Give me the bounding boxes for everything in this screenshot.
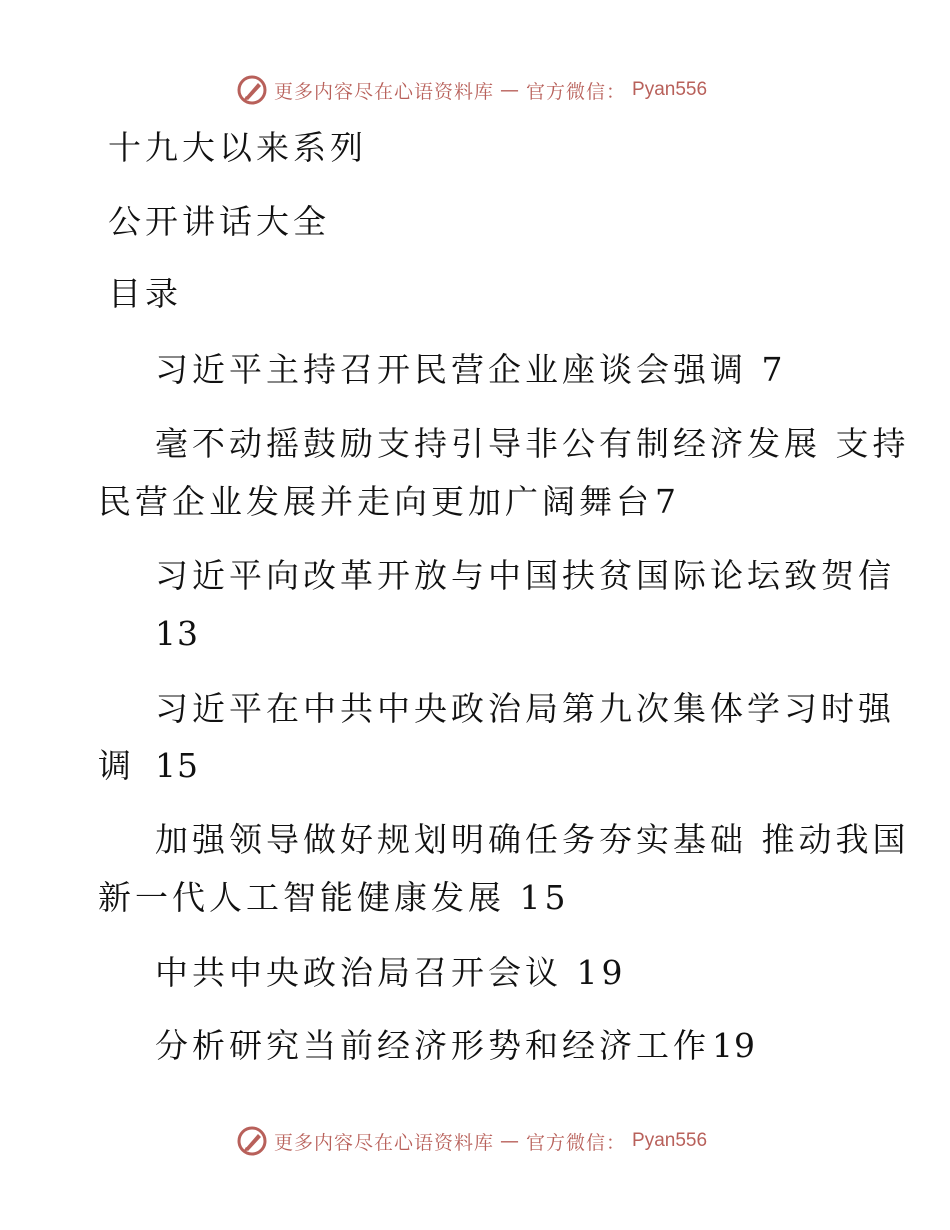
watermark-text: 更多内容尽在心语资料库	[274, 80, 495, 103]
watermark-label: 官方微信：	[526, 80, 627, 103]
toc-entry-2-line-1[interactable]: 毫不动摇鼓励支持引导非公有制经济发展 支持	[155, 424, 910, 463]
watermark-label: 官方微信：	[526, 1131, 627, 1154]
toc-entry-1[interactable]: 习近平主持召开民营企业座谈会强调 7	[155, 350, 787, 389]
series-heading: 十九大以来系列	[108, 128, 367, 167]
toc-entry-2-line-2[interactable]: 民营企业发展并走向更加广阔舞台	[98, 482, 653, 521]
toc-entry-2-page[interactable]: 7	[655, 482, 677, 521]
toc-entry-4-line-2[interactable]: 调	[98, 746, 135, 785]
watermark-header	[236, 73, 707, 107]
watermark-id: Pyan556	[632, 1130, 708, 1151]
toc-heading: 目录	[108, 274, 182, 313]
toc-entry-3-page[interactable]: 13	[155, 614, 199, 653]
pen-logo-icon	[236, 74, 268, 106]
pen-logo-icon	[236, 1125, 268, 1157]
watermark-separator: —	[500, 1130, 521, 1152]
watermark-id: Pyan556	[632, 79, 708, 100]
toc-entry-5-line-2[interactable]: 新一代人工智能健康发展 15	[98, 878, 570, 917]
watermark-footer	[236, 1124, 707, 1158]
toc-entry-3-line-1[interactable]: 习近平向改革开放与中国扶贫国际论坛致贺信	[155, 556, 895, 595]
toc-entry-7[interactable]: 分析研究当前经济形势和经济工作	[155, 1026, 710, 1065]
toc-entry-5-line-1[interactable]: 加强领导做好规划明确任务夯实基础 推动我国	[155, 820, 910, 859]
watermark-text: 更多内容尽在心语资料库	[274, 1131, 495, 1154]
toc-entry-6[interactable]: 中共中央政治局召开会议 19	[155, 953, 627, 992]
toc-entry-4-line-1[interactable]: 习近平在中共中央政治局第九次集体学习时强	[155, 689, 895, 728]
document-title: 公开讲话大全	[108, 202, 330, 241]
watermark-separator: —	[500, 79, 521, 101]
toc-entry-7-page[interactable]: 19	[712, 1026, 756, 1065]
toc-entry-4-page[interactable]: 15	[155, 746, 199, 785]
